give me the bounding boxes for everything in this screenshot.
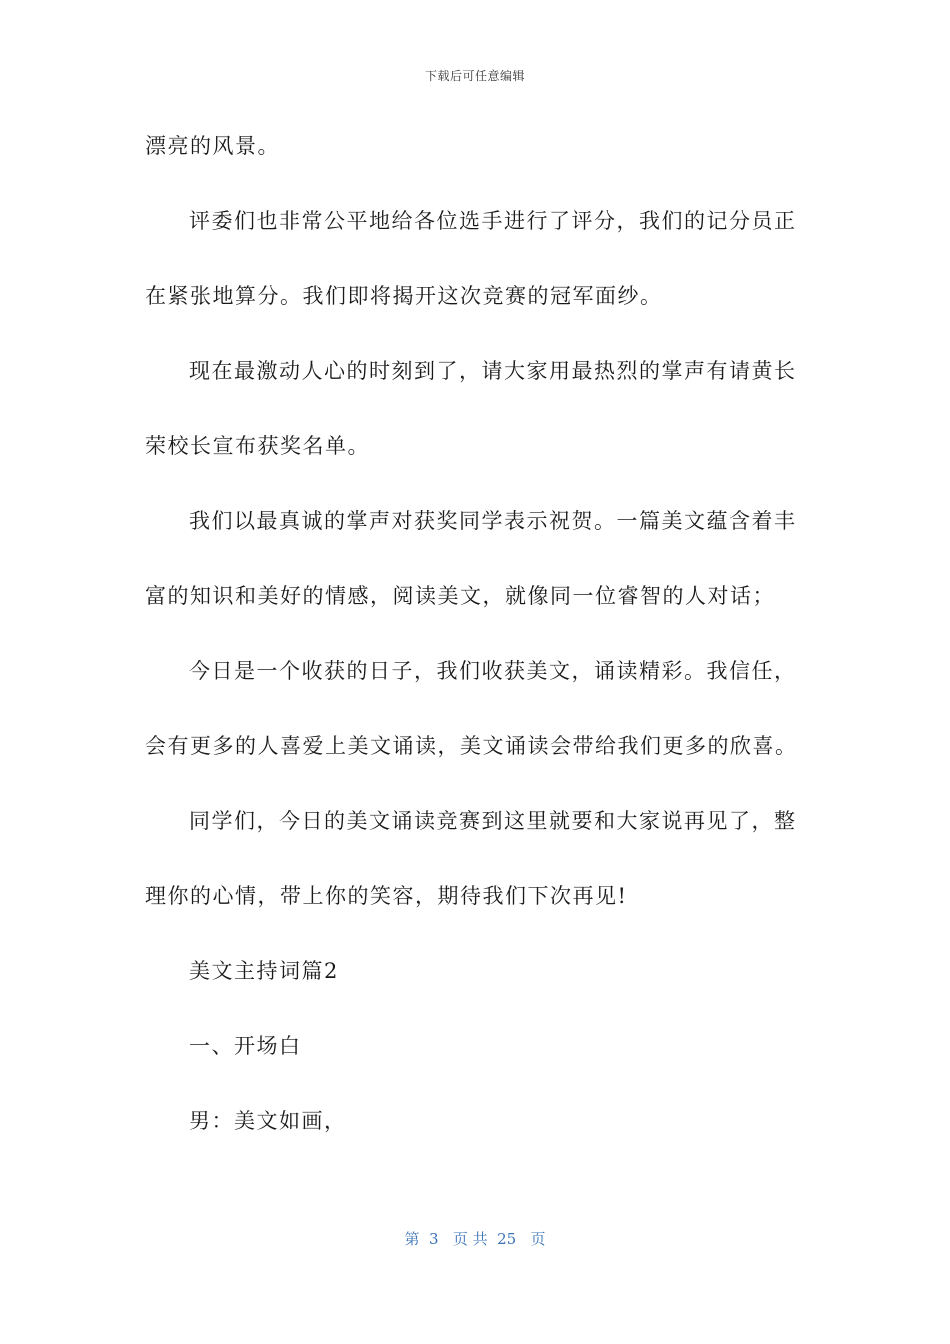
page-header: 下载后可任意编辑: [424, 69, 525, 83]
paragraph-line: 男：美文如画，: [189, 1109, 347, 1133]
paragraph-line: 评委们也非常公平地给各位选手进行了评分，我们的记分员正: [189, 209, 797, 233]
paragraph-line: 会有更多的人喜爱上美文诵读，美文诵读会带给我们更多的欣喜。: [145, 734, 798, 758]
paragraph-line: 现在最激动人心的时刻到了，请大家用最热烈的掌声有请黄长: [189, 359, 797, 383]
page-number-footer: 第 3 页 共 25 页: [404, 1230, 546, 1248]
document-body: [145, 124, 805, 1174]
paragraph-line: 理你的心情，带上你的笑容，期待我们下次再见!: [145, 884, 628, 908]
subsection-heading: 一、开场白: [189, 1034, 302, 1058]
section-heading: 美文主持词篇2: [189, 959, 339, 983]
paragraph-line: 同学们，今日的美文诵读竞赛到这里就要和大家说再见了，整: [189, 809, 797, 833]
paragraph-line: 漂亮的风景。: [145, 134, 280, 158]
paragraph-line: 我们以最真诚的掌声对获奖同学表示祝贺。一篇美文蕴含着丰: [189, 509, 797, 533]
paragraph-line: 今日是一个收获的日子，我们收获美文，诵读精彩。我信任，: [189, 659, 797, 683]
paragraph-line: 荣校长宣布获奖名单。: [145, 434, 370, 458]
paragraph-line: 富的知识和美好的情感，阅读美文，就像同一位睿智的人对话；: [145, 584, 775, 608]
paragraph-line: 在紧张地算分。我们即将揭开这次竞赛的冠军面纱。: [145, 284, 663, 308]
